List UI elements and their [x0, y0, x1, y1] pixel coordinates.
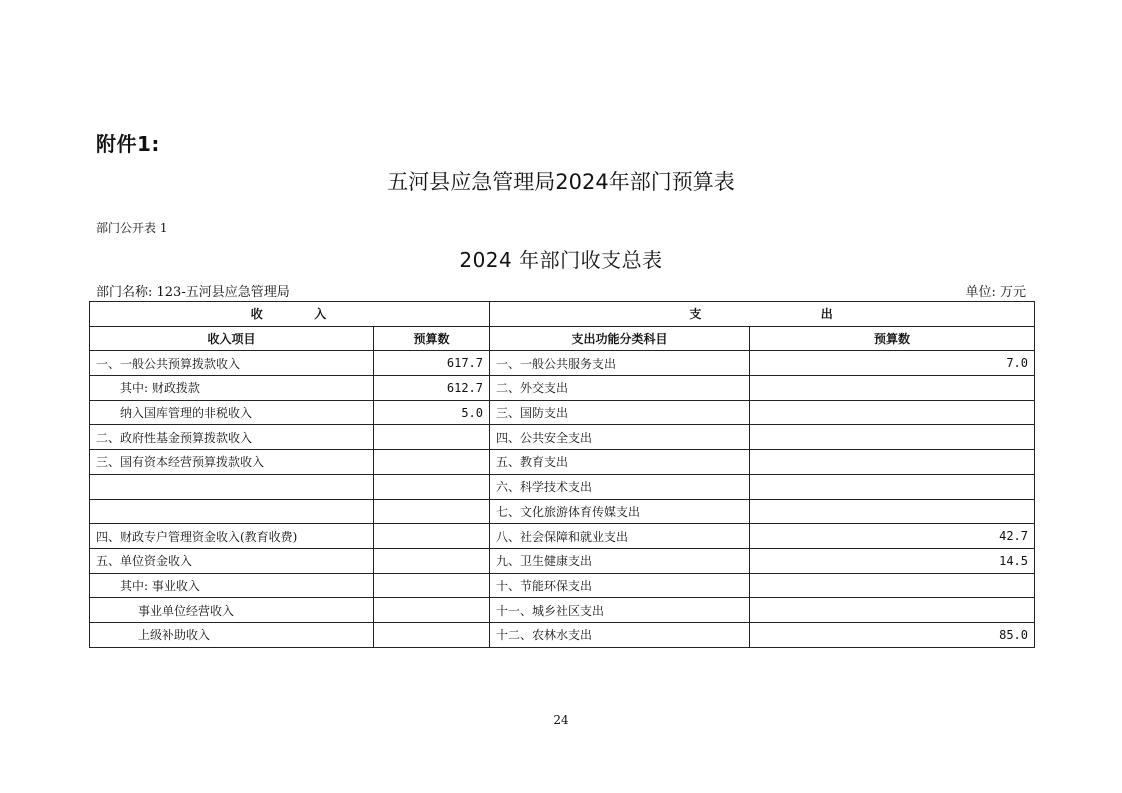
- expense-item: 二、外交支出: [490, 376, 750, 401]
- income-budget: [374, 598, 490, 623]
- expense-item-header: 支出功能分类科目: [490, 326, 750, 351]
- income-item: 纳入国库管理的非税收入: [90, 400, 374, 425]
- expense-budget: 85.0: [750, 622, 1035, 647]
- expense-budget: [750, 450, 1035, 475]
- income-budget: [374, 548, 490, 573]
- expense-group-header: 支 出: [490, 302, 1035, 327]
- income-budget: 612.7: [374, 376, 490, 401]
- income-item: [90, 499, 374, 524]
- unit-label: 单位: 万元: [965, 285, 1026, 300]
- expense-budget: [750, 400, 1035, 425]
- income-budget: 617.7: [374, 351, 490, 376]
- expense-budget: [750, 573, 1035, 598]
- table-row: [90, 450, 1035, 475]
- income-budget: [374, 573, 490, 598]
- expense-budget: [750, 474, 1035, 499]
- income-item: 上级补助收入: [90, 622, 374, 647]
- income-budget: [374, 450, 490, 475]
- expense-item: 一、一般公共服务支出: [490, 351, 750, 376]
- expense-budget: 7.0: [750, 351, 1035, 376]
- expense-item: 七、文化旅游体育传媒支出: [490, 499, 750, 524]
- table-row: [90, 499, 1035, 524]
- income-budget: [374, 499, 490, 524]
- expense-item: 五、教育支出: [490, 450, 750, 475]
- expense-item: 八、社会保障和就业支出: [490, 524, 750, 549]
- expense-budget: [750, 499, 1035, 524]
- expense-item: 十二、农林水支出: [490, 622, 750, 647]
- expense-budget: [750, 376, 1035, 401]
- table-column-header-row: [90, 326, 1035, 351]
- department-name: 部门名称: 123-五河县应急管理局: [96, 285, 290, 300]
- income-group-header: 收 入: [90, 302, 490, 327]
- income-item: 二、政府性基金预算拨款收入: [90, 425, 374, 450]
- table-row: [90, 400, 1035, 425]
- table-title: 2024 年部门收支总表: [459, 248, 663, 272]
- table-row: [90, 622, 1035, 647]
- income-item: 其中: 事业收入: [90, 573, 374, 598]
- table-number: 部门公开表 1: [96, 221, 168, 235]
- income-item-header: 收入项目: [90, 326, 374, 351]
- table-row: [90, 598, 1035, 623]
- table-row: [90, 573, 1035, 598]
- table-row: [90, 474, 1035, 499]
- table-group-header-row: [90, 302, 1035, 327]
- table-row: [90, 548, 1035, 573]
- page-number: 24: [553, 713, 569, 727]
- income-item: 五、单位资金收入: [90, 548, 374, 573]
- income-item: 其中: 财政拨款: [90, 376, 374, 401]
- income-item: 一、一般公共预算拨款收入: [90, 351, 374, 376]
- table-row: [90, 425, 1035, 450]
- income-budget: [374, 474, 490, 499]
- table-row: [90, 376, 1035, 401]
- expense-item: 九、卫生健康支出: [490, 548, 750, 573]
- expense-item: 四、公共安全支出: [490, 425, 750, 450]
- expense-item: 十一、城乡社区支出: [490, 598, 750, 623]
- income-budget: [374, 524, 490, 549]
- table-row: [90, 524, 1035, 549]
- income-item: 事业单位经营收入: [90, 598, 374, 623]
- table-row: [90, 351, 1035, 376]
- income-item: 三、国有资本经营预算拨款收入: [90, 450, 374, 475]
- income-budget: 5.0: [374, 400, 490, 425]
- budget-table: [89, 301, 1035, 648]
- income-item: 四、财政专户管理资金收入(教育收费): [90, 524, 374, 549]
- income-budget-header: 预算数: [374, 326, 490, 351]
- expense-budget: [750, 598, 1035, 623]
- expense-budget: 14.5: [750, 548, 1035, 573]
- expense-item: 十、节能环保支出: [490, 573, 750, 598]
- attachment-label: 附件1:: [96, 132, 160, 156]
- expense-item: 六、科学技术支出: [490, 474, 750, 499]
- expense-budget: 42.7: [750, 524, 1035, 549]
- income-budget: [374, 622, 490, 647]
- income-budget: [374, 425, 490, 450]
- expense-budget: [750, 425, 1035, 450]
- expense-item: 三、国防支出: [490, 400, 750, 425]
- expense-budget-header: 预算数: [750, 326, 1035, 351]
- document-title: 五河县应急管理局2024年部门预算表: [387, 170, 735, 194]
- income-item: [90, 474, 374, 499]
